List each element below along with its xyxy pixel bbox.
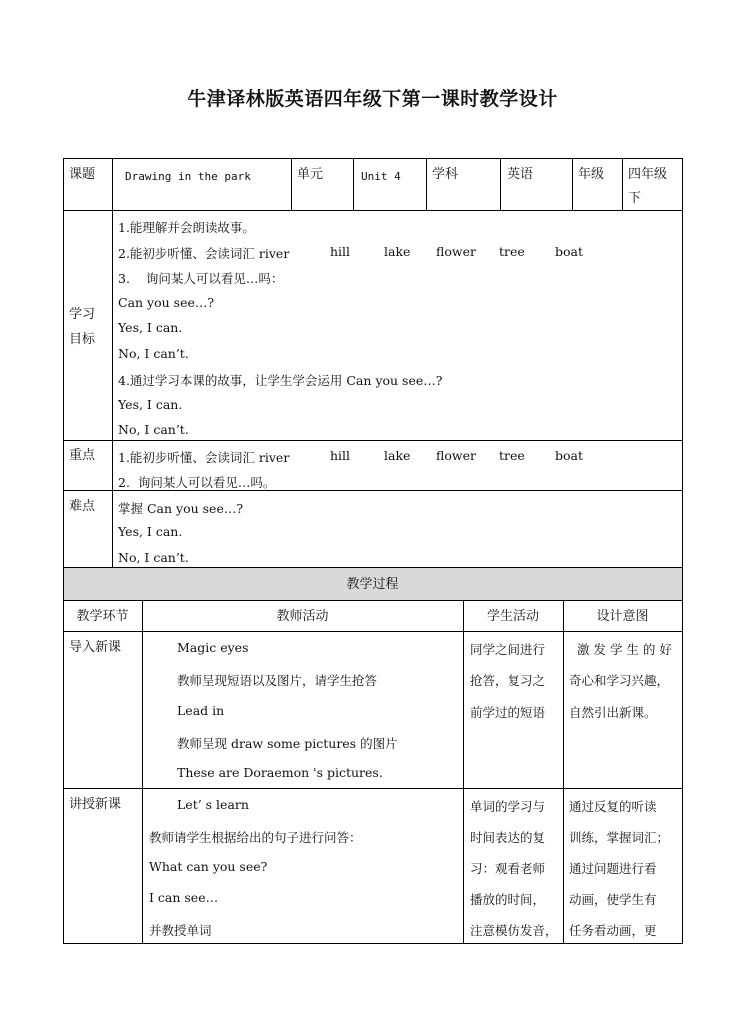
key-points-label: 重点 <box>69 448 96 463</box>
intent-line: 自然引出新课。 <box>569 705 657 720</box>
intent-line: 激 发 学 生 的 好 <box>577 642 672 657</box>
teacher-line: What can you see? <box>149 859 268 874</box>
table-rule <box>63 788 683 789</box>
intent-line: 通过反复的听读 <box>569 799 657 814</box>
intent-line: 动画，使学生有 <box>569 892 657 907</box>
vocab-word: hill <box>330 448 351 463</box>
table-rule <box>63 440 683 441</box>
document-title: 牛津译林版英语四年级下第一课时教学设计 <box>187 88 558 110</box>
table-rule <box>572 158 573 211</box>
unit-label: 单元 <box>297 167 324 182</box>
topic-label: 课题 <box>69 167 96 182</box>
teacher-line: Magic eyes <box>177 640 249 655</box>
table-rule <box>142 600 143 944</box>
student-line: 单词的学习与 <box>470 799 546 814</box>
key-point-line: 2. 询问某人可以看见…吗。 <box>118 475 276 490</box>
unit-value: Unit 4 <box>361 170 401 183</box>
objectives-label-line-2: 目标 <box>69 332 96 347</box>
vocab-word: flower <box>436 244 476 259</box>
topic-value: Drawing in the park <box>125 170 251 183</box>
table-rule <box>63 631 683 632</box>
stage-cell: 讲授新课 <box>69 797 122 812</box>
vocab-word: boat <box>555 244 584 259</box>
student-line: 播放的时间， <box>470 892 546 907</box>
table-rule <box>63 158 683 159</box>
table-rule <box>500 158 501 211</box>
key-point-line: 1.能初步听懂、会读词汇 river <box>118 450 290 465</box>
difficulty-line: No, I can’t. <box>118 550 189 565</box>
objectives-label-line-1: 学习 <box>69 307 96 322</box>
student-line: 时间表达的复 <box>470 830 546 845</box>
table-rule <box>63 210 683 211</box>
difficulties-label: 难点 <box>69 499 96 514</box>
objective-line: 4.通过学习本课的故事，让学生学会运用 Can you see…? <box>118 373 443 388</box>
grade-value-line-2: 下 <box>628 191 642 206</box>
table-rule <box>63 567 683 568</box>
objective-line: Yes, I can. <box>118 397 183 412</box>
objective-line: No, I can’t. <box>118 346 189 361</box>
objective-line: Yes, I can. <box>118 320 183 335</box>
student-line: 抢答，复习之 <box>470 673 546 688</box>
subject-value: 英语 <box>507 167 534 182</box>
table-rule <box>426 158 427 211</box>
objective-line: No, I can’t. <box>118 422 189 437</box>
header-student: 学生活动 <box>486 609 539 624</box>
grade-value-line-1: 四年级 <box>628 167 668 182</box>
student-line: 注意模仿发音， <box>470 923 558 938</box>
teacher-line: I can see… <box>149 890 219 905</box>
subject-label: 学科 <box>432 167 459 182</box>
header-intent: 设计意图 <box>596 609 649 624</box>
table-rule <box>682 158 683 944</box>
teacher-line: 教师呈现短语以及图片，请学生抢答 <box>177 673 378 688</box>
difficulty-line: Yes, I can. <box>118 524 183 539</box>
vocab-word: lake <box>384 244 411 259</box>
intent-line: 奇心和学习兴趣， <box>569 673 670 688</box>
table-rule <box>463 600 464 944</box>
table-rule <box>63 600 683 601</box>
teacher-line: 教师请学生根据给出的句子进行问答： <box>149 830 362 845</box>
process-heading: 教学过程 <box>346 577 399 592</box>
objective-line: 3. 询问某人可以看见…吗： <box>118 271 284 286</box>
student-line: 前学过的短语 <box>470 705 546 720</box>
table-rule <box>63 943 683 944</box>
vocab-word: boat <box>555 448 584 463</box>
intent-line: 训练，掌握词汇； <box>569 830 670 845</box>
student-line: 同学之间进行 <box>470 642 546 657</box>
table-rule <box>291 158 292 211</box>
intent-line: 任务看动画，更 <box>569 923 657 938</box>
teacher-line: These are Doraemon 's pictures. <box>177 765 383 780</box>
table-rule <box>622 158 623 211</box>
table-rule <box>353 158 354 211</box>
student-line: 习：观看老师 <box>470 861 546 876</box>
vocab-word: tree <box>499 244 525 259</box>
teacher-line: 教师呈现 draw some pictures 的图片 <box>177 736 398 751</box>
vocab-word: flower <box>436 448 476 463</box>
grade-label: 年级 <box>578 167 605 182</box>
vocab-word: hill <box>330 244 351 259</box>
header-stage: 教学环节 <box>76 609 129 624</box>
difficulty-line: 掌握 Can you see…? <box>118 501 244 516</box>
header-teacher: 教师活动 <box>276 609 329 624</box>
objective-line: Can you see…? <box>118 295 215 310</box>
table-rule <box>563 600 564 944</box>
teacher-line: Let’ s learn <box>177 797 249 812</box>
objective-line: 2.能初步听懂、会读词汇 river <box>118 246 290 261</box>
table-rule <box>112 158 113 568</box>
teacher-line: Lead in <box>177 703 225 718</box>
table-rule <box>63 158 64 944</box>
intent-line: 通过问题进行看 <box>569 861 657 876</box>
objective-line: 1.能理解并会朗读故事。 <box>118 220 255 235</box>
teacher-line: 并教授单词 <box>149 923 212 938</box>
vocab-word: lake <box>384 448 411 463</box>
vocab-word: tree <box>499 448 525 463</box>
stage-cell: 导入新课 <box>69 640 122 655</box>
